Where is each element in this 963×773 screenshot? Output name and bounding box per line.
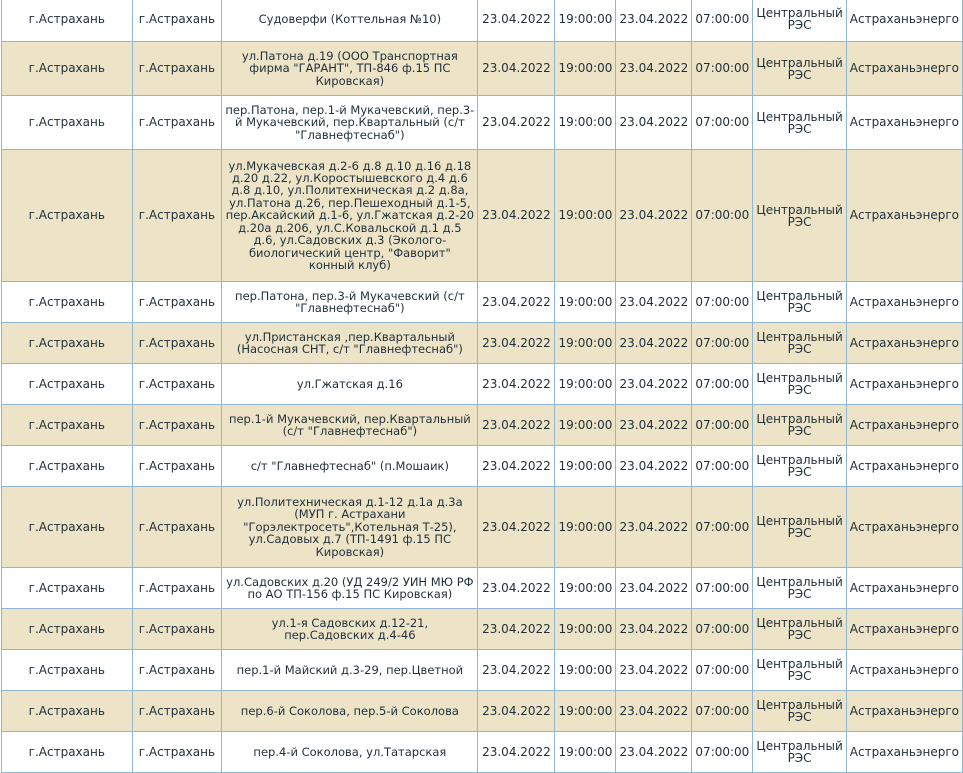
res-cell: Центральный РЭС — [753, 405, 846, 446]
address-cell: пер.Патона, пер.1-й Мукачевский, пер.3-й Мукачевский, пер.Квартальный (с/т "Главнефтеснаб") — [222, 96, 478, 150]
city-cell: г.Астрахань — [132, 150, 222, 282]
start-time-cell: 19:00:00 — [555, 446, 616, 487]
start-date-cell: 23.04.2022 — [478, 282, 555, 323]
address-cell: ул.Мукачевская д.2-6 д.8 д.10 д.16 д.18 д.20 д.22, ул.Коростышевского д.4 д.6 д.8 д.10, ул.Политехническая д.2 д.8а, ул.Патона д.26, пер.Пешеходный д.1-5, пер.Аксайский д.1-6, ул.Гжатская д.2-20 д.20а д.206, ул.С.Ковальской д.1 д.5 д.6, ул.Садовских д.3 (Эколого-биологический центр, "Фаворит" конный клуб) — [222, 150, 478, 282]
district-cell: г.Астрахань — [2, 732, 133, 773]
start-date-cell: 23.04.2022 — [478, 323, 555, 364]
res-cell: Центральный РЭС — [753, 568, 846, 609]
company-cell: Астраханьэнерго — [846, 364, 962, 405]
district-cell: г.Астрахань — [2, 0, 133, 42]
table-row — [2, 364, 963, 405]
address-cell: ул.Садовских д.20 (УД 249/2 УИН МЮ РФ по АО ТП-156 ф.15 ПС Кировская) — [222, 568, 478, 609]
res-cell: Центральный РЭС — [753, 650, 846, 691]
end-time-cell: 07:00:00 — [692, 691, 753, 732]
company-cell: Астраханьэнерго — [846, 42, 962, 96]
res-cell: Центральный РЭС — [753, 487, 846, 568]
city-cell: г.Астрахань — [132, 0, 222, 42]
res-cell: Центральный РЭС — [753, 0, 846, 42]
city-cell: г.Астрахань — [132, 405, 222, 446]
start-time-cell: 19:00:00 — [555, 568, 616, 609]
end-date-cell: 23.04.2022 — [616, 150, 692, 282]
start-date-cell: 23.04.2022 — [478, 446, 555, 487]
company-cell: Астраханьэнерго — [846, 446, 962, 487]
end-date-cell: 23.04.2022 — [616, 609, 692, 650]
res-cell: Центральный РЭС — [753, 691, 846, 732]
table-row — [2, 446, 963, 487]
start-time-cell: 19:00:00 — [555, 691, 616, 732]
start-date-cell: 23.04.2022 — [478, 650, 555, 691]
res-cell: Центральный РЭС — [753, 42, 846, 96]
end-time-cell: 07:00:00 — [692, 732, 753, 773]
company-cell: Астраханьэнерго — [846, 568, 962, 609]
res-cell: Центральный РЭС — [753, 732, 846, 773]
start-time-cell: 19:00:00 — [555, 405, 616, 446]
res-cell: Центральный РЭС — [753, 446, 846, 487]
city-cell: г.Астрахань — [132, 446, 222, 487]
table-body — [2, 0, 963, 773]
res-cell: Центральный РЭС — [753, 96, 846, 150]
address-cell: Судоверфи (Коттельная №10) — [222, 0, 478, 42]
address-cell: ул.Пристанская ,пер.Квартальный (Насосная СНТ, с/т "Главнефтеснаб") — [222, 323, 478, 364]
res-cell: Центральный РЭС — [753, 364, 846, 405]
start-date-cell: 23.04.2022 — [478, 609, 555, 650]
company-cell: Астраханьэнерго — [846, 650, 962, 691]
city-cell: г.Астрахань — [132, 96, 222, 150]
company-cell: Астраханьэнерго — [846, 609, 962, 650]
company-cell: Астраханьэнерго — [846, 150, 962, 282]
city-cell: г.Астрахань — [132, 609, 222, 650]
start-time-cell: 19:00:00 — [555, 364, 616, 405]
end-time-cell: 07:00:00 — [692, 446, 753, 487]
table-row — [2, 609, 963, 650]
end-time-cell: 07:00:00 — [692, 364, 753, 405]
end-date-cell: 23.04.2022 — [616, 487, 692, 568]
res-cell: Центральный РЭС — [753, 150, 846, 282]
district-cell: г.Астрахань — [2, 282, 133, 323]
start-time-cell: 19:00:00 — [555, 282, 616, 323]
table-row — [2, 42, 963, 96]
start-time-cell: 19:00:00 — [555, 323, 616, 364]
table-row — [2, 487, 963, 568]
end-date-cell: 23.04.2022 — [616, 650, 692, 691]
city-cell: г.Астрахань — [132, 42, 222, 96]
start-date-cell: 23.04.2022 — [478, 364, 555, 405]
end-date-cell: 23.04.2022 — [616, 732, 692, 773]
company-cell: Астраханьэнерго — [846, 0, 962, 42]
district-cell: г.Астрахань — [2, 650, 133, 691]
table-row — [2, 405, 963, 446]
district-cell: г.Астрахань — [2, 42, 133, 96]
city-cell: г.Астрахань — [132, 732, 222, 773]
end-time-cell: 07:00:00 — [692, 42, 753, 96]
address-cell: пер.1-й Мукачевский, пер.Квартальный (с/т "Главнефтеснаб") — [222, 405, 478, 446]
city-cell: г.Астрахань — [132, 691, 222, 732]
res-cell: Центральный РЭС — [753, 609, 846, 650]
company-cell: Астраханьэнерго — [846, 282, 962, 323]
start-time-cell: 19:00:00 — [555, 650, 616, 691]
city-cell: г.Астрахань — [132, 487, 222, 568]
end-date-cell: 23.04.2022 — [616, 568, 692, 609]
end-date-cell: 23.04.2022 — [616, 96, 692, 150]
district-cell: г.Астрахань — [2, 691, 133, 732]
district-cell: г.Астрахань — [2, 487, 133, 568]
start-date-cell: 23.04.2022 — [478, 42, 555, 96]
district-cell: г.Астрахань — [2, 609, 133, 650]
district-cell: г.Астрахань — [2, 323, 133, 364]
end-time-cell: 07:00:00 — [692, 568, 753, 609]
address-cell: ул.1-я Садовских д.12-21, пер.Садовских д.4-46 — [222, 609, 478, 650]
company-cell: Астраханьэнерго — [846, 487, 962, 568]
city-cell: г.Астрахань — [132, 650, 222, 691]
table-row — [2, 0, 963, 42]
table-row — [2, 732, 963, 773]
start-date-cell: 23.04.2022 — [478, 487, 555, 568]
address-cell: с/т "Главнефтеснаб" (п.Мошаик) — [222, 446, 478, 487]
res-cell: Центральный РЭС — [753, 323, 846, 364]
city-cell: г.Астрахань — [132, 364, 222, 405]
city-cell: г.Астрахань — [132, 282, 222, 323]
start-date-cell: 23.04.2022 — [478, 405, 555, 446]
table-row — [2, 282, 963, 323]
start-date-cell: 23.04.2022 — [478, 0, 555, 42]
res-cell: Центральный РЭС — [753, 282, 846, 323]
end-time-cell: 07:00:00 — [692, 487, 753, 568]
end-time-cell: 07:00:00 — [692, 96, 753, 150]
city-cell: г.Астрахань — [132, 568, 222, 609]
end-date-cell: 23.04.2022 — [616, 323, 692, 364]
company-cell: Астраханьэнерго — [846, 405, 962, 446]
district-cell: г.Астрахань — [2, 150, 133, 282]
start-time-cell: 19:00:00 — [555, 732, 616, 773]
end-date-cell: 23.04.2022 — [616, 282, 692, 323]
end-time-cell: 07:00:00 — [692, 150, 753, 282]
table-row — [2, 650, 963, 691]
start-date-cell: 23.04.2022 — [478, 96, 555, 150]
start-date-cell: 23.04.2022 — [478, 150, 555, 282]
district-cell: г.Астрахань — [2, 96, 133, 150]
city-cell: г.Астрахань — [132, 323, 222, 364]
table-row — [2, 568, 963, 609]
end-date-cell: 23.04.2022 — [616, 42, 692, 96]
district-cell: г.Астрахань — [2, 405, 133, 446]
start-time-cell: 19:00:00 — [555, 96, 616, 150]
district-cell: г.Астрахань — [2, 364, 133, 405]
district-cell: г.Астрахань — [2, 568, 133, 609]
start-time-cell: 19:00:00 — [555, 0, 616, 42]
end-date-cell: 23.04.2022 — [616, 364, 692, 405]
address-cell: пер.Патона, пер.3-й Мукачевский (с/т "Главнефтеснаб") — [222, 282, 478, 323]
address-cell: ул.Политехническая д.1-12 д.1а д.3а (МУП г. Астрахани "Горэлектросеть",Котельная Т-25), ул.Садовых д.7 (ТП-1491 ф.15 ПС Кировская) — [222, 487, 478, 568]
start-time-cell: 19:00:00 — [555, 609, 616, 650]
table-row — [2, 96, 963, 150]
address-cell: ул.Гжатская д.16 — [222, 364, 478, 405]
start-time-cell: 19:00:00 — [555, 150, 616, 282]
outage-table — [1, 0, 963, 773]
end-time-cell: 07:00:00 — [692, 282, 753, 323]
table-row — [2, 691, 963, 732]
end-date-cell: 23.04.2022 — [616, 691, 692, 732]
start-time-cell: 19:00:00 — [555, 42, 616, 96]
table-row — [2, 323, 963, 364]
start-date-cell: 23.04.2022 — [478, 691, 555, 732]
address-cell: пер.1-й Майский д.3-29, пер.Цветной — [222, 650, 478, 691]
end-date-cell: 23.04.2022 — [616, 446, 692, 487]
start-date-cell: 23.04.2022 — [478, 732, 555, 773]
end-time-cell: 07:00:00 — [692, 323, 753, 364]
end-time-cell: 07:00:00 — [692, 0, 753, 42]
company-cell: Астраханьэнерго — [846, 691, 962, 732]
end-time-cell: 07:00:00 — [692, 650, 753, 691]
address-cell: пер.6-й Соколова, пер.5-й Соколова — [222, 691, 478, 732]
company-cell: Астраханьэнерго — [846, 732, 962, 773]
address-cell: ул.Патона д.19 (ООО Транспортная фирма "ГАРАНТ", ТП-846 ф.15 ПС Кировская) — [222, 42, 478, 96]
company-cell: Астраханьэнерго — [846, 323, 962, 364]
end-date-cell: 23.04.2022 — [616, 0, 692, 42]
end-time-cell: 07:00:00 — [692, 405, 753, 446]
district-cell: г.Астрахань — [2, 446, 133, 487]
start-time-cell: 19:00:00 — [555, 487, 616, 568]
address-cell: пер.4-й Соколова, ул.Татарская — [222, 732, 478, 773]
start-date-cell: 23.04.2022 — [478, 568, 555, 609]
end-date-cell: 23.04.2022 — [616, 405, 692, 446]
company-cell: Астраханьэнерго — [846, 96, 962, 150]
end-time-cell: 07:00:00 — [692, 609, 753, 650]
table-row — [2, 150, 963, 282]
